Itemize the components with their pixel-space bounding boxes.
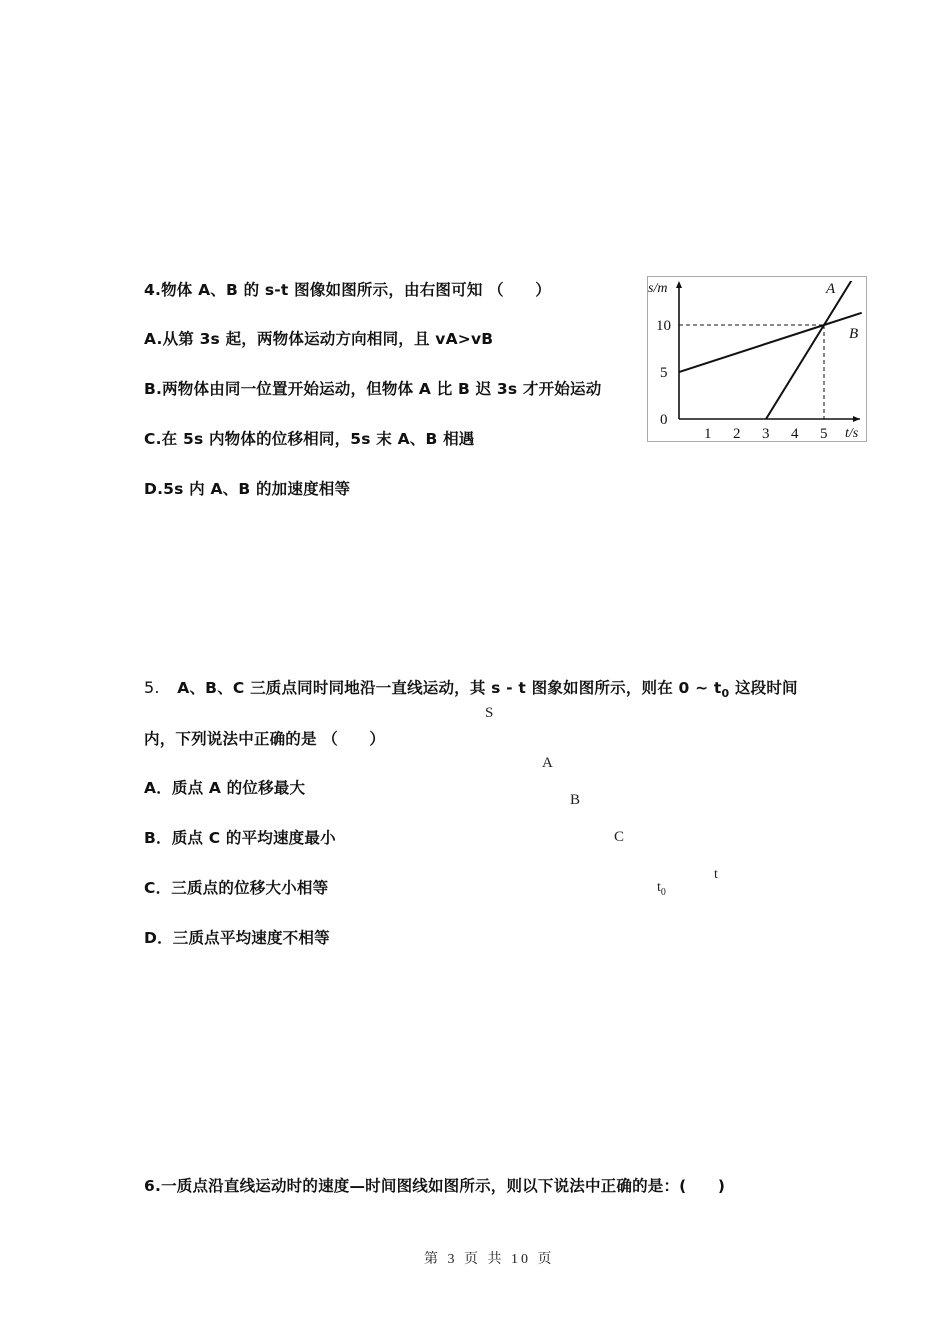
q5-number: 5. <box>144 678 160 697</box>
x-axis-label: t/s <box>845 426 859 441</box>
x-tick-label-3: 3 <box>762 426 770 442</box>
q5-fig-label-c: C <box>614 829 625 845</box>
q4-stem: 4.物体 A、B 的 s-t 图像如图所示，由右图可知 （ ） <box>144 281 551 299</box>
series-label-A: A <box>826 281 836 297</box>
q5-option-a: A．质点 A 的位移最大 <box>144 779 306 797</box>
x-tick-label-4: 4 <box>791 426 799 442</box>
x-tick-label-5: 5 <box>820 426 828 442</box>
q5-stem-line2: 内，下列说法中正确的是 （ ） <box>144 730 386 748</box>
q4-st-chart <box>647 276 867 442</box>
q4-option-b: B.两物体由同一位置开始运动，但物体 A 比 B 迟 3s 才开始运动 <box>144 380 602 398</box>
q4-option-c: C.在 5s 内物体的位移相同，5s 末 A、B 相遇 <box>144 430 475 448</box>
q5-fig-label-s: S <box>485 705 494 721</box>
q5-fig-label-a: A <box>542 755 553 771</box>
y-axis-label: s/m <box>648 281 668 296</box>
series-label-B: B <box>849 326 859 342</box>
x-tick-label-2: 2 <box>733 426 741 442</box>
series-line-A <box>766 276 859 419</box>
y-tick-label-0: 0 <box>660 412 668 428</box>
q5-fig-label-t: t <box>714 867 718 882</box>
page-footer: 第 3 页 共 10 页 <box>424 1252 555 1267</box>
q5-option-b: B．质点 C 的平均速度最小 <box>144 829 336 847</box>
x-tick-label-1: 1 <box>704 426 712 442</box>
series-line-B <box>679 313 862 372</box>
q6-stem: 6.一质点沿直线运动时的速度—时间图线如图所示，则以下说法中正确的是：( ) <box>144 1177 726 1195</box>
y-tick-label-5: 5 <box>660 365 668 381</box>
q5-t0-subscript: 0 <box>721 687 730 700</box>
q4-option-d: D.5s 内 A、B 的加速度相等 <box>144 480 351 498</box>
y-axis-arrow-icon <box>676 281 682 288</box>
q5-option-d: D．三质点平均速度不相等 <box>144 929 330 947</box>
q5-fig-label-t0: $t_0$ <box>657 880 666 898</box>
x-axis-arrow-icon <box>853 416 860 422</box>
q5-option-c: C．三质点的位移大小相等 <box>144 879 329 897</box>
q4-option-a: A.从第 3s 起，两物体运动方向相同，且 vA>vB <box>144 330 494 348</box>
q5-fig-label-b: B <box>570 792 581 808</box>
y-tick-label-10: 10 <box>656 318 671 334</box>
q5-stem-line1 <box>144 676 798 700</box>
q5-stem-text: A、B、C 三质点同时同地沿一直线运动，其 s - t 图象如图所示，则在 0 ~ $t_0$ 这段时间 <box>177 679 798 700</box>
